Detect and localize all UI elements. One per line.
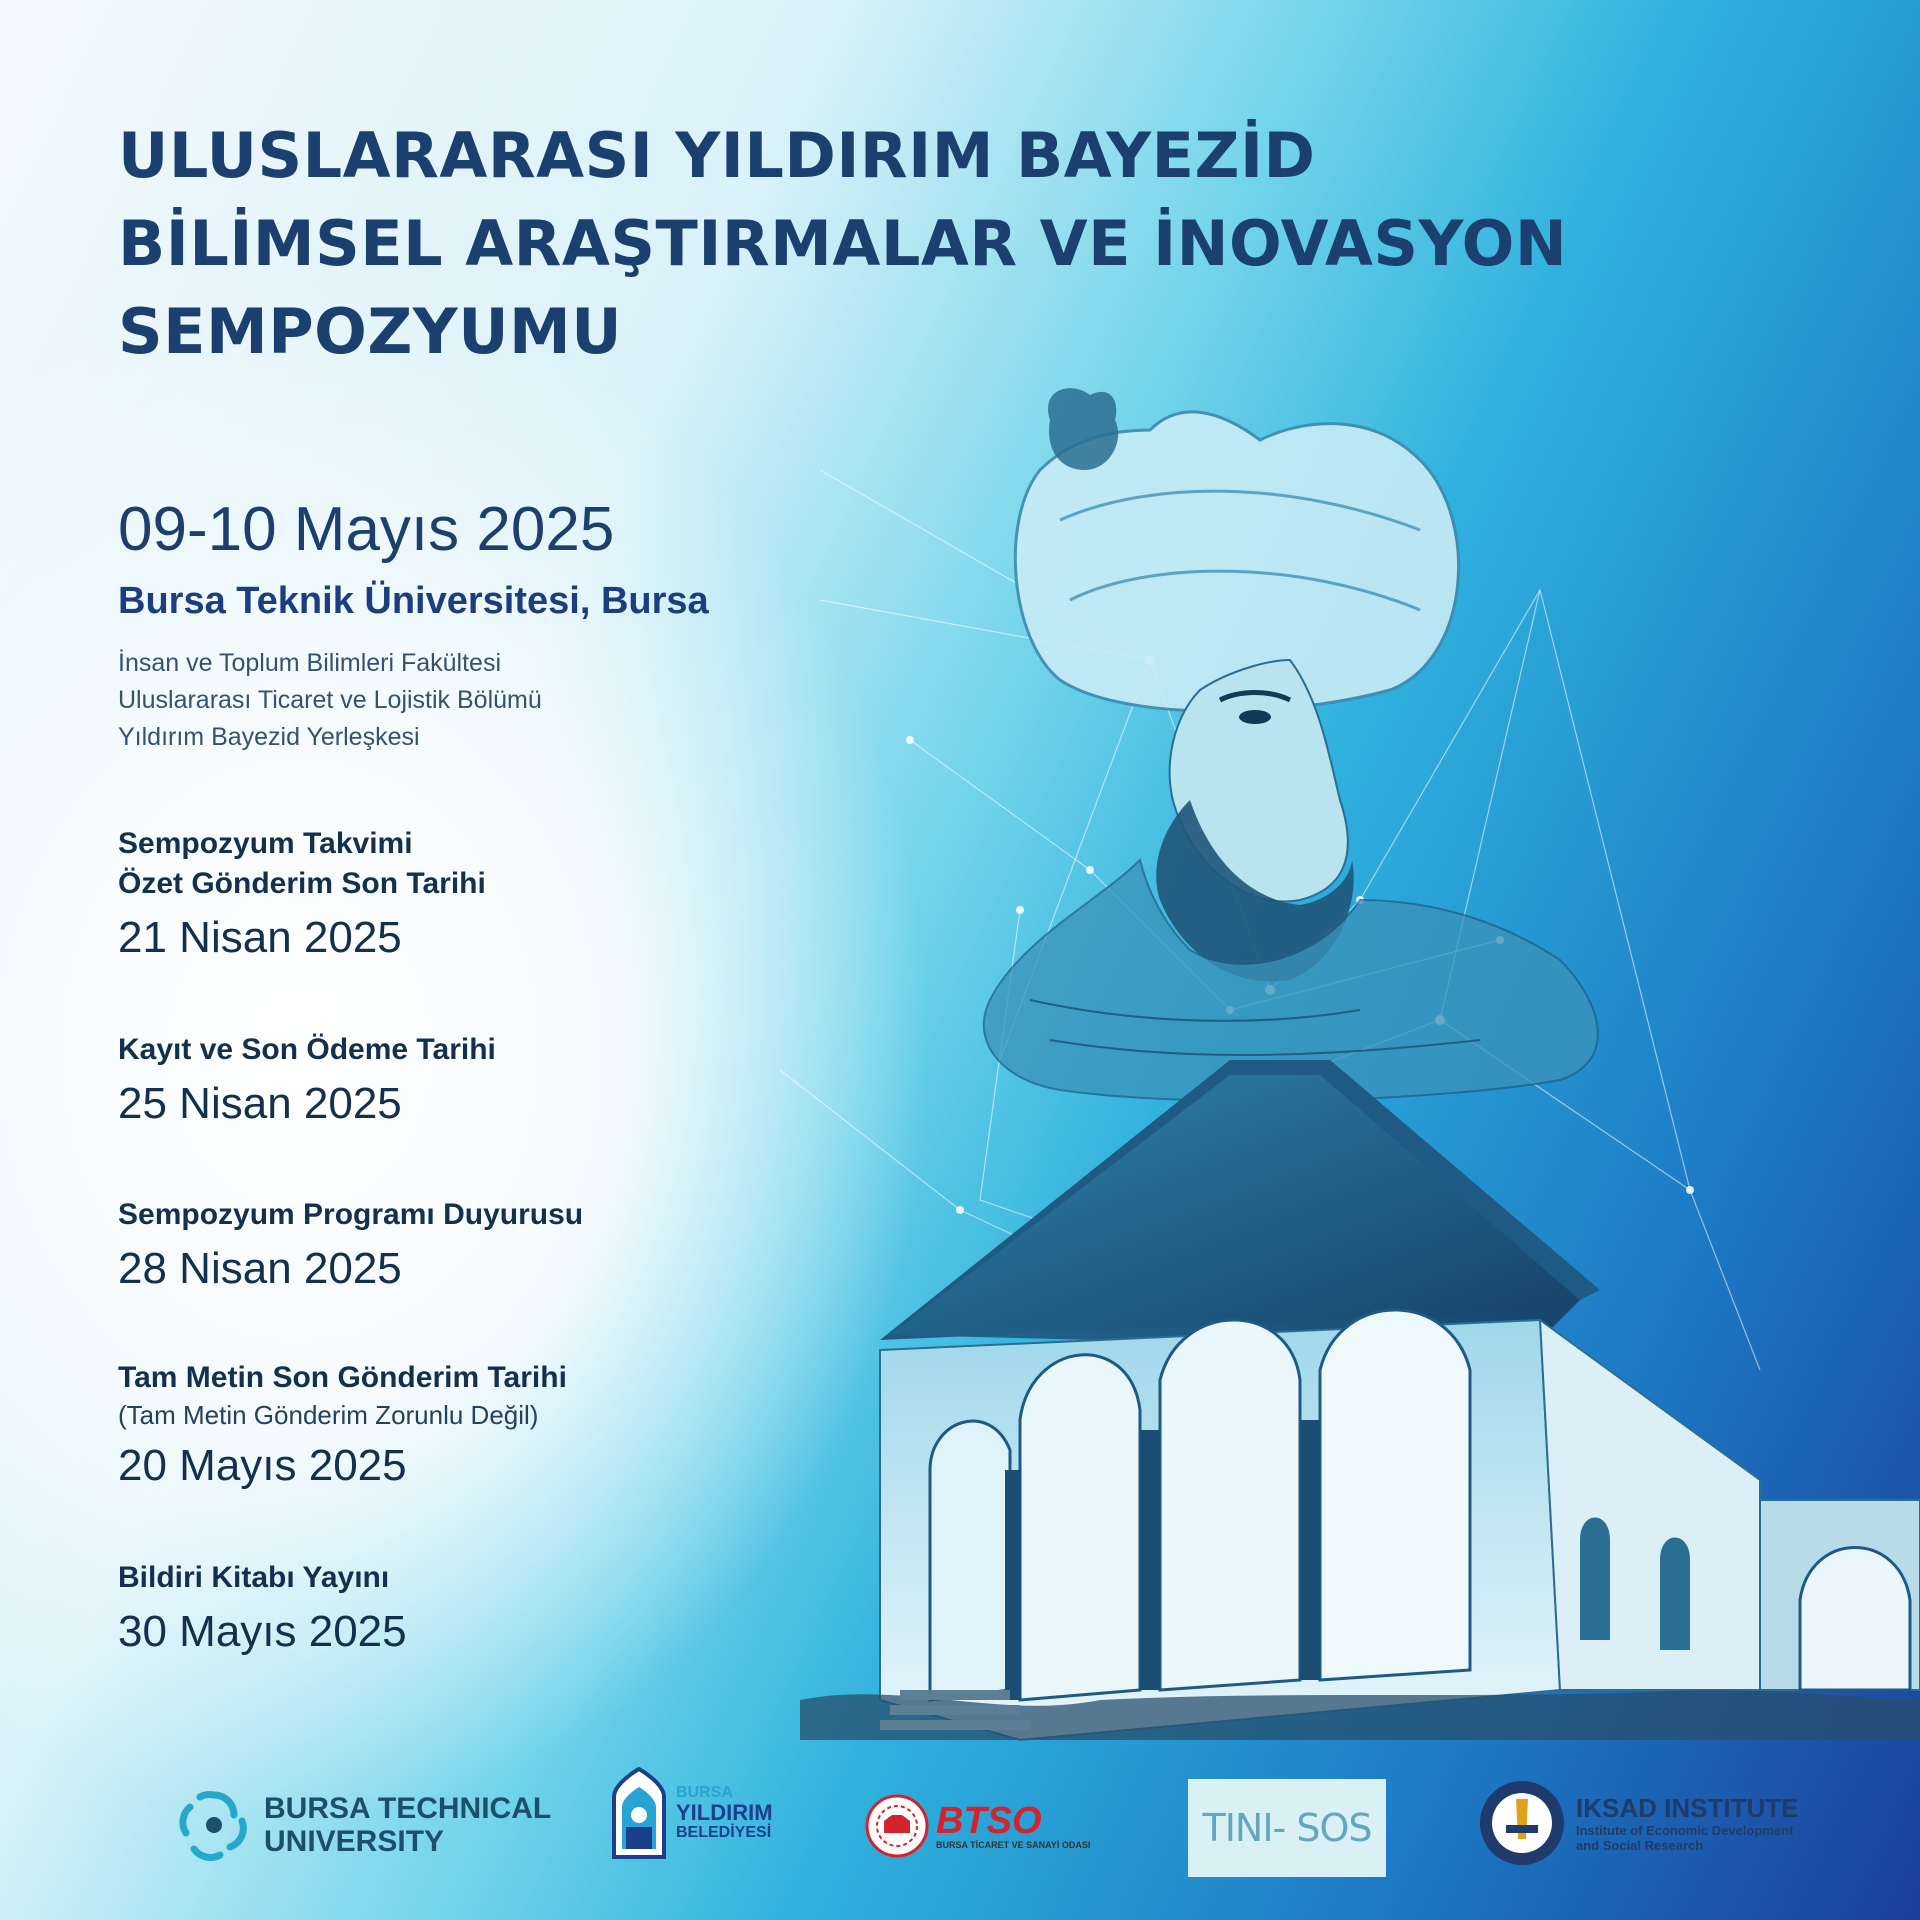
schedule-note: (Tam Metin Gönderim Zorunlu Değil): [118, 1400, 539, 1430]
symposium-title: [118, 112, 1567, 376]
schedule-label: Sempozyum Programı Duyurusu: [118, 1198, 584, 1231]
schedule-label: Bildiri Kitabı Yayını: [118, 1561, 390, 1594]
schedule-date: 20 Mayıs 2025: [118, 1441, 407, 1490]
venue-faculty: İnsan ve Toplum Bilimleri Fakültesi: [118, 649, 502, 677]
schedule-date: 21 Nisan 2025: [118, 913, 402, 962]
title-line-2: BİLİMSEL ARAŞTIRMALAR VE İNOVASYON: [118, 207, 1568, 280]
mosque-emblem-icon: [610, 1767, 668, 1859]
schedule-date: 28 Nisan 2025: [118, 1244, 402, 1293]
title-line-3: SEMPOZYUMU: [118, 295, 623, 368]
schedule-label: Tam Metin Son Gönderim Tarihi: [118, 1361, 567, 1394]
btu-flower-icon: [176, 1787, 252, 1863]
title-line-1: ULUSLARARASI YILDIRIM BAYEZİD: [118, 119, 1316, 192]
btso-subtitle: BURSA TİCARET VE SANAYİ ODASI: [936, 1840, 1091, 1850]
schedule-date: 30 Mayıs 2025: [118, 1607, 407, 1656]
logo-yildirim-belediyesi: [610, 1767, 773, 1859]
schedule-item-fulltext: [118, 1358, 567, 1494]
venue-campus: Yıldırım Bayezid Yerleşkesi: [118, 723, 420, 751]
logo-iksad-institute: [1478, 1779, 1798, 1867]
schedule-item-registration: [118, 1030, 496, 1132]
btu-name: BURSA TECHNICAL UNIVERSITY: [264, 1792, 552, 1858]
schedule-heading: Sempozyum Takvimi: [118, 827, 413, 860]
btso-name: BTSO: [936, 1800, 1042, 1842]
yildirim-name: BURSA YILDIRIM BELEDİYESİ: [676, 1784, 773, 1841]
btso-seal-icon: [864, 1793, 930, 1859]
venue-department: Uluslararası Ticaret ve Lojistik Bölümü: [118, 686, 542, 714]
logo-bursa-technical-university: [176, 1787, 551, 1863]
schedule-item-program: [118, 1195, 583, 1297]
schedule-label: Kayıt ve Son Ödeme Tarihi: [118, 1033, 496, 1066]
schedule-date: 25 Nisan 2025: [118, 1079, 402, 1128]
schedule-label: Özet Gönderim Son Tarihi: [118, 867, 486, 900]
sponsor-logos: [0, 1745, 1920, 1895]
iksad-name: IKSAD INSTITUTE Institute of Economic Development and Social Research: [1576, 1793, 1799, 1853]
schedule-item-proceedings: [118, 1558, 407, 1660]
iksad-seal-icon: [1478, 1779, 1566, 1867]
venue-details: [118, 645, 542, 756]
schedule-item-abstract: [118, 824, 486, 966]
btso-name-block: [936, 1802, 1090, 1850]
logo-tini-sos: TINI- SOS: [1188, 1779, 1386, 1877]
event-venue: Bursa Teknik Üniversitesi, Bursa: [118, 580, 709, 622]
logo-btso: [864, 1793, 1090, 1859]
event-dates: 09-10 Mayıs 2025: [118, 495, 615, 564]
